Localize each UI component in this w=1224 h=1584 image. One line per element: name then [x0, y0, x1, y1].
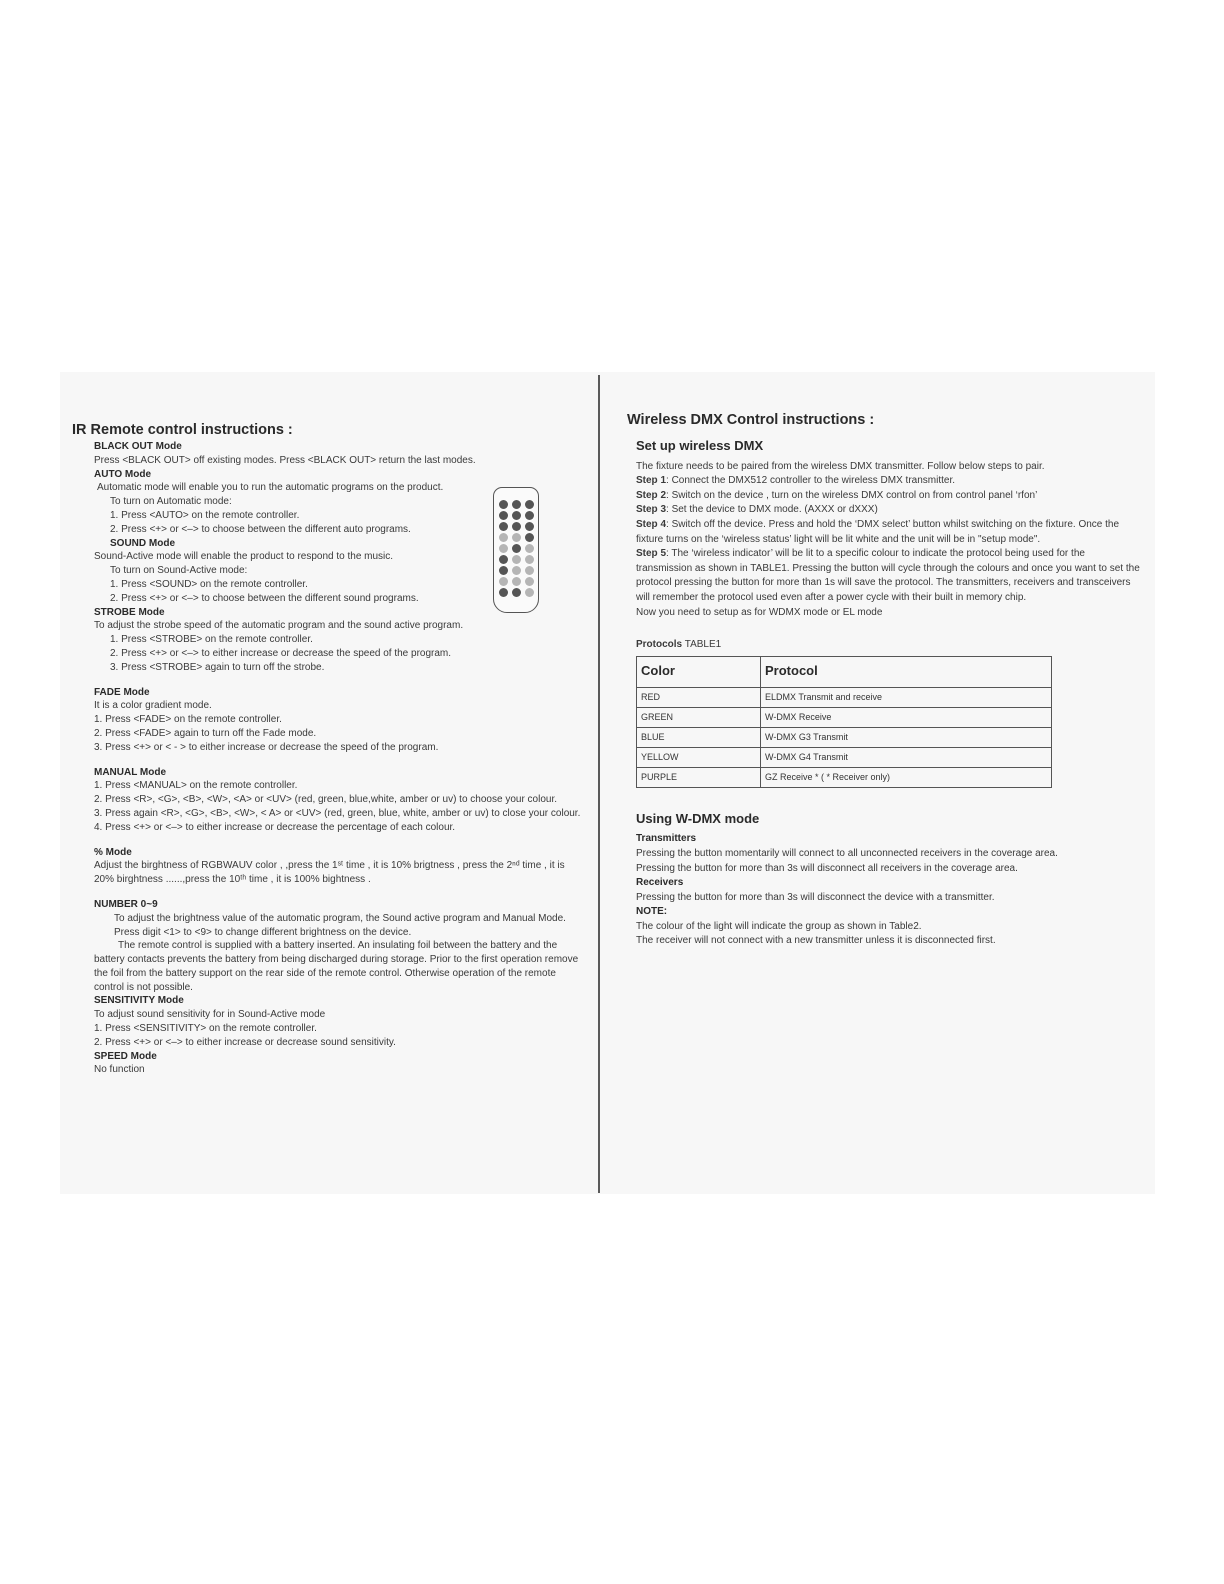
setup-intro: The fixture needs to be paired from the wireless DMX transmitter. Follow below steps to pair.: [636, 460, 1045, 472]
step-text: : Switch on the device , turn on the wireless DMX control on from control panel ‘rfon’: [666, 489, 1038, 501]
table-cell-color: YELLOW: [637, 747, 761, 767]
auto-heading: AUTO Mode: [94, 468, 152, 480]
table-cell-protocol: W-DMX Receive: [761, 707, 1052, 727]
sensitivity-intro: To adjust sound sensitivity for in Sound-Active mode: [94, 1009, 326, 1021]
strobe-step: 2. Press <+> or <–> to either increase or decrease the speed of the program.: [110, 647, 452, 659]
table-caption: [636, 638, 1141, 653]
page-fold-line: [598, 375, 600, 1193]
blackout-heading: BLACK OUT Mode: [94, 441, 182, 452]
strobe-intro: To adjust the strobe speed of the automatic program and the sound active program.: [94, 620, 464, 632]
sound-turn-on: To turn on Sound-Active mode:: [110, 565, 248, 577]
table-cell-color: BLUE: [637, 727, 761, 747]
step-label: Step 3: [636, 504, 667, 516]
table-cell-color: RED: [637, 687, 761, 707]
table-caption-bold: Protocols: [636, 639, 683, 651]
percent-heading: % Mode: [94, 846, 132, 858]
protocols-table: [636, 656, 1052, 788]
setup-step-5: [636, 547, 1141, 605]
note-line: The colour of the light will indicate the group as shown in Table2.: [636, 920, 922, 932]
right-page: [627, 410, 1141, 949]
setup-heading: Set up wireless DMX: [636, 438, 764, 453]
sound-intro: Sound-Active mode will enable the product to respond to the music.: [94, 551, 394, 563]
speed-text: No function: [94, 1064, 145, 1076]
table-cell-protocol: GZ Receive * ( * Receiver only): [761, 767, 1052, 787]
setup-step-3: [636, 503, 1141, 518]
step-text: : Set the device to DMX mode. (AXXX or dXXX): [666, 504, 878, 516]
sensitivity-step: 1. Press <SENSITIVITY> on the remote controller.: [94, 1023, 317, 1035]
table-row: [637, 747, 1052, 767]
step-text: : Switch off the device. Press and hold the ‘DMX select’ button whilst switching on the fixture. Once the fixture turns on the ‘wireless status’ light will be lit white and the unit will be in "setup mode".: [636, 518, 1120, 545]
auto-intro: Automatic mode will enable you to run the automatic programs on the product.: [97, 482, 444, 494]
setup-outro: Now you need to setup as for WDMX mode or EL mode: [636, 606, 883, 618]
setup-step-2: [636, 489, 1141, 504]
table-row: [637, 687, 1052, 707]
ir-remote-title: IR Remote control instructions :: [72, 422, 293, 438]
speed-heading: SPEED Mode: [94, 1050, 157, 1062]
table-row: [637, 707, 1052, 727]
step-text: : Connect the DMX512 controller to the wireless DMX transmitter.: [666, 475, 956, 487]
fade-step: 2. Press <FADE> again to turn off the Fade mode.: [94, 727, 317, 739]
table-cell-color: GREEN: [637, 707, 761, 727]
table-row: [637, 727, 1052, 747]
table-row: [637, 767, 1052, 787]
table-cell-protocol: ELDMX Transmit and receive: [761, 687, 1052, 707]
table-header-color: Color: [637, 656, 761, 687]
transmitters-heading: Transmitters: [636, 833, 697, 845]
step-label: Step 4: [636, 518, 667, 530]
sound-heading: SOUND Mode: [110, 537, 175, 549]
number-line: To adjust the brightness value of the automatic program, the Sound active program and Manual Mode.: [114, 912, 566, 924]
sensitivity-step: 2. Press <+> or <–> to either increase or decrease sound sensitivity.: [94, 1036, 396, 1048]
setup-step-1: [636, 474, 1141, 489]
transmitters-line: Pressing the button for more than 3s will disconnect all receivers in the coverage area.: [636, 862, 1018, 874]
auto-turn-on: To turn on Automatic mode:: [110, 496, 232, 508]
number-line: The remote control is supplied with a battery inserted. An insulating foil between the battery and the battery contacts prevents the battery from being discharged during storage. Prior to the first operation remove the foil from the battery support on the rear side of the remote control. Otherwise operation of the remote control is not possible.: [94, 940, 579, 993]
blackout-text: Press <BLACK OUT> off existing modes. Press <BLACK OUT> return the last modes.: [94, 454, 476, 466]
step-label: Step 2: [636, 489, 667, 501]
step-label: Step 5: [636, 548, 667, 560]
wireless-dmx-title: Wireless DMX Control instructions :: [627, 412, 875, 428]
fade-intro: It is a color gradient mode.: [94, 700, 212, 712]
sound-step: 2. Press <+> or <–> to choose between the different sound programs.: [110, 592, 419, 604]
manual-step: 3. Press again <R>, <G>, <B>, <W>, < A> or <UV> (red, green, blue, white, amber or uv) to close your colour. 4. Press <+> or <–> to either increase or decrease the percentage of each colour.: [94, 807, 581, 833]
table-cell-protocol: W-DMX G4 Transmit: [761, 747, 1052, 767]
strobe-heading: STROBE Mode: [94, 606, 165, 618]
auto-step: 2. Press <+> or <–> to choose between the different auto programs.: [110, 523, 411, 535]
number-heading: NUMBER 0~9: [94, 898, 158, 910]
sensitivity-heading: SENSITIVITY Mode: [94, 995, 184, 1007]
manual-heading: MANUAL Mode: [94, 766, 167, 778]
wdmx-heading: Using W-DMX mode: [636, 810, 760, 826]
fade-heading: FADE Mode: [94, 686, 150, 698]
receivers-line: Pressing the button for more than 3s will disconnect the device with a transmitter.: [636, 891, 995, 903]
note-line: The receiver will not connect with a new transmitter unless it is disconnected first.: [636, 935, 996, 947]
note-heading: NOTE:: [636, 906, 668, 918]
table-cell-protocol: W-DMX G3 Transmit: [761, 727, 1052, 747]
fade-step: 3. Press <+> or < - > to either increase or decrease the speed of the program.: [94, 741, 439, 753]
setup-step-4: [636, 518, 1141, 547]
fade-step: 1. Press <FADE> on the remote controller.: [94, 714, 282, 726]
manual-step: 1. Press <MANUAL> on the remote controller.: [94, 780, 298, 792]
table-header-protocol: Protocol: [761, 656, 1052, 687]
strobe-step: 1. Press <STROBE> on the remote controller.: [110, 634, 313, 646]
percent-text: Adjust the birghtness of RGBWAUV color , ,press the 1ˢᵗ time , it is 10% brigtness , press the 2ⁿᵈ time , it is 20% birghtness ......,press the 10ᵗʰ time , it is 100% bightness .: [94, 860, 565, 886]
step-text: : The ‘wireless indicator’ will be lit to a specific colour to indicate the protocol being used for the transmission as shown in TABLE1. Pressing the button will cycle through the colours and once you want to set the protocol pressing the button for more than 1s will save the protocol. The transmitters, receivers and transceivers will remember the protocol used even after a power cycle with their built in memory chip.: [636, 548, 1140, 603]
sound-step: 1. Press <SOUND> on the remote controller.: [110, 578, 308, 590]
step-label: Step 1: [636, 475, 667, 487]
strobe-step: 3. Press <STROBE> again to turn off the strobe.: [110, 661, 325, 673]
transmitters-line: Pressing the button momentarily will connect to all unconnected receivers in the coverage area.: [636, 847, 1058, 859]
receivers-heading: Receivers: [636, 877, 684, 889]
table-caption-text: TABLE1: [682, 639, 722, 651]
manual-step: 2. Press <R>, <G>, <B>, <W>, <A> or <UV> (red, green, blue,white, amber or uv) to choose your colour.: [94, 794, 558, 806]
auto-step: 1. Press <AUTO> on the remote controller.: [110, 509, 300, 521]
table-cell-color: PURPLE: [637, 767, 761, 787]
ir-remote-icon: [493, 487, 539, 613]
number-line: Press digit <1> to <9> to change different brightness on the device.: [114, 926, 412, 938]
table-header-row: [637, 656, 1052, 687]
